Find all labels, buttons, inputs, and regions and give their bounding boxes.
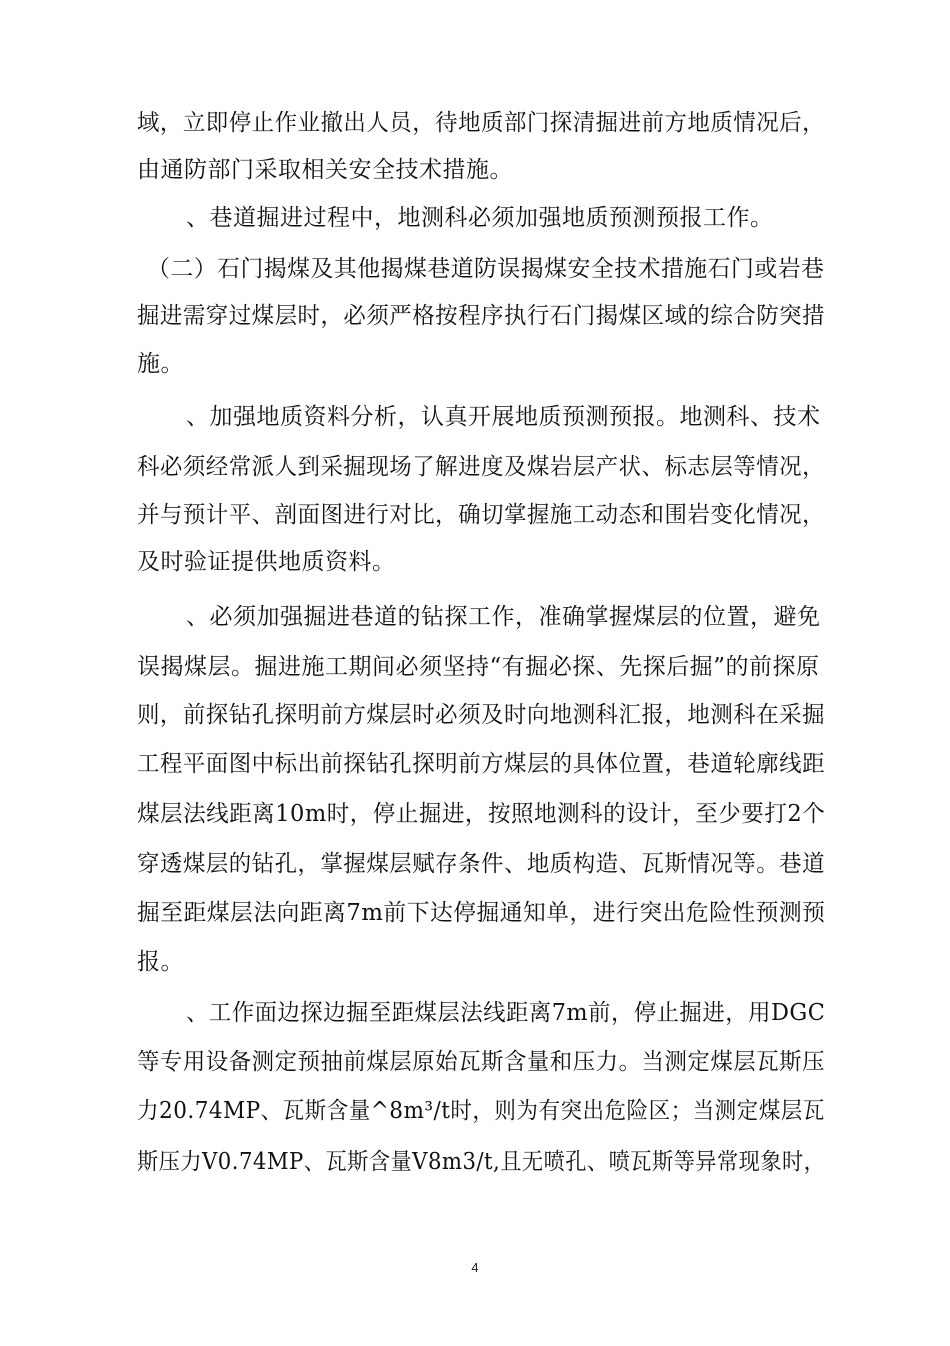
text-line: （二）石门揭煤及其他揭煤巷道防误揭煤安全技术措施石门或岩巷 xyxy=(147,256,825,282)
text-line: 则，前探钻孔探明前方煤层时必须及时向地测科汇报，地测科在采掘 xyxy=(137,702,826,728)
text-line: 、必须加强掘进巷道的钻探工作，准确掌握煤层的位置，避免 xyxy=(186,604,821,630)
text-line: 力20.74MP、瓦斯含量^8m³/t时，则为有突出危险区；当测定煤层瓦 xyxy=(137,1098,825,1124)
text-line: 科必须经常派人到采掘现场了解进度及煤岩层产状、标志层等情况， xyxy=(137,454,826,480)
text-line: 掘进需穿过煤层时，必须严格按程序执行石门揭煤区域的综合防突措 xyxy=(137,303,826,329)
text-line: 由通防部门采取相关安全技术措施。 xyxy=(137,157,513,183)
text-line: 、工作面边探边掘至距煤层法线距离7m前，停止掘进，用DGC xyxy=(186,1000,826,1026)
text-line: 斯压力V0.74MP、瓦斯含量V8m3/t,且无喷孔、喷瓦斯等异常现象时， xyxy=(137,1149,826,1175)
text-line: 并与预计平、剖面图进行对比，确切掌握施工动态和围岩变化情况， xyxy=(137,502,826,528)
text-line: 等专用设备测定预抽前煤层原始瓦斯含量和压力。当测定煤层瓦斯压 xyxy=(137,1049,826,1075)
text-line: 、巷道掘进过程中，地测科必须加强地质预测预报工作。 xyxy=(186,205,774,231)
text-line: 穿透煤层的钻孔，掌握煤层赋存条件、地质构造、瓦斯情况等。巷道 xyxy=(137,851,826,877)
text-line: 工程平面图中标出前探钻孔探明前方煤层的具体位置，巷道轮廓线距 xyxy=(137,751,826,777)
text-line: 报。 xyxy=(137,949,184,975)
text-line: 掘至距煤层法向距离7m前下达停掘通知单，进行突出危险性预测预 xyxy=(137,900,826,926)
text-line: 及时验证提供地质资料。 xyxy=(137,549,396,575)
text-line: 施。 xyxy=(137,351,184,377)
text-line: 煤层法线距离10m时，停止掘进，按照地测科的设计，至少要打2个 xyxy=(137,801,826,827)
text-line: 域，立即停止作业撤出人员，待地质部门探清掘进前方地质情况后， xyxy=(137,110,826,136)
text-line: 、加强地质资料分析，认真开展地质预测预报。地测科、技术 xyxy=(186,404,821,430)
text-line: 误揭煤层。掘进施工期间必须坚持“有掘必探、先探后掘”的前探原 xyxy=(137,654,820,680)
page-number: 4 xyxy=(471,1260,479,1275)
